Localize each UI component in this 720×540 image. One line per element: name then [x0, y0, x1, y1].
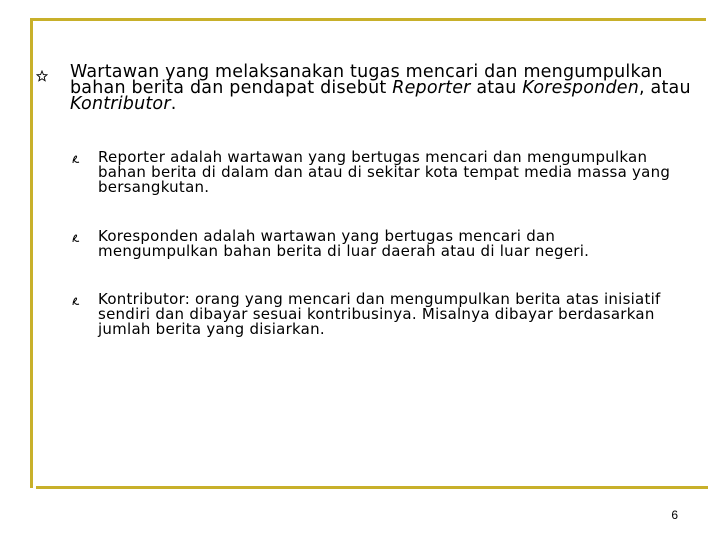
main-bullet-text: [52, 64, 692, 112]
main-text-end: .: [170, 94, 177, 114]
term-kontributor: Kontributor: [70, 94, 171, 114]
term-koresponden: Koresponden: [522, 78, 640, 98]
star-outline-icon: [36, 70, 48, 82]
term-reporter: Reporter: [392, 78, 471, 98]
script-e-icon: [70, 233, 82, 245]
main-text-mid2: , atau: [639, 78, 691, 98]
sub-bullet-text: Reporter adalah wartawan yang bertugas mencari dan mengumpulkan bahan berita di dalam dan atau di sekitar kota tempat media massa yang bersangkutan.: [98, 148, 671, 196]
main-bullet-point: [52, 64, 692, 112]
sub-bullet-reporter: [72, 150, 672, 195]
sub-bullet-text: Koresponden adalah wartawan yang bertugas mencari dan mengumpulkan bahan berita di luar daerah atau di luar negeri.: [98, 227, 590, 260]
sub-bullet-text: Kontributor: orang yang mencari dan mengumpulkan berita atas inisiatif sendiri dan dibayar sesuai kontribusinya. Misalnya dibayar berdasarkan jumlah berita yang disiarkan.: [98, 290, 661, 338]
page-number: 6: [671, 508, 678, 522]
main-text-start: Wartawan yang melaksanakan tugas mencari dan mengumpulkan bahan berita dan pendapat disebut: [70, 62, 663, 98]
script-e-icon: [70, 296, 82, 308]
script-e-icon: [70, 154, 82, 166]
main-text-mid: atau: [470, 78, 523, 98]
sub-bullet-kontributor: [72, 292, 672, 337]
sub-bullet-koresponden: [72, 229, 672, 259]
